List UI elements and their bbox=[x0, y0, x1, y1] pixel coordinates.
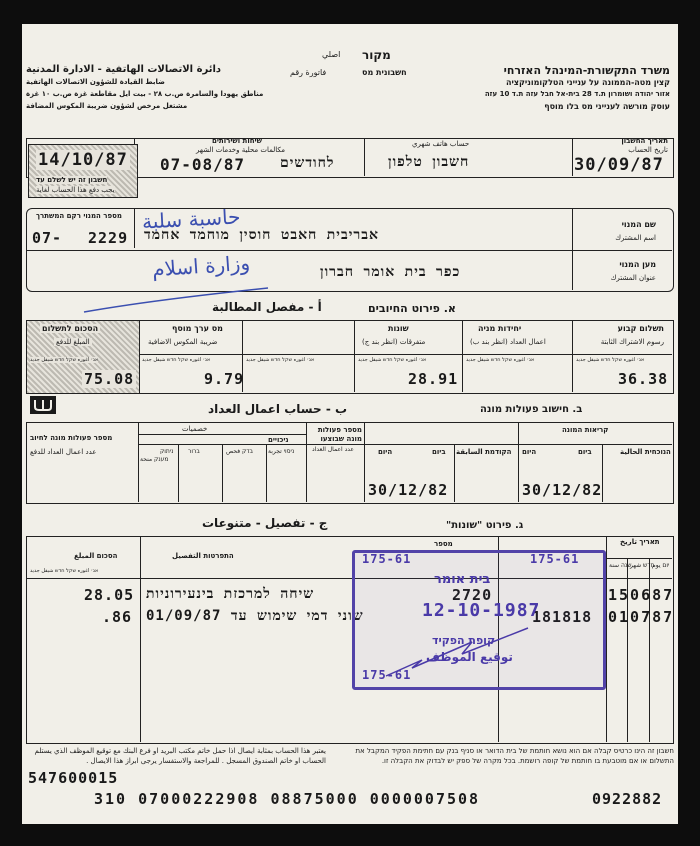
bill-paper bbox=[22, 24, 678, 824]
currency-label-2: אג׳ اغوره שקל חדש شيقل جديد bbox=[466, 357, 535, 363]
handwriting-name: حاسبة سلبة bbox=[141, 204, 242, 234]
type-label-ar: حساب هاتف شهري bbox=[412, 140, 470, 148]
ar-license: مشتغل مرخص لشؤون ضريبة المكوس المضافة bbox=[26, 102, 188, 110]
fixed-charge-he: תשלום קבוע bbox=[617, 324, 664, 333]
stamp-signature: توقيع الموظف bbox=[426, 650, 513, 664]
today-label-2: היום bbox=[378, 448, 393, 456]
number-header: מספר bbox=[434, 540, 453, 548]
date-label-ar: تاريخ الحساب bbox=[628, 146, 668, 154]
barcode-line: 310 07000222908 08875000 0000007508 bbox=[94, 790, 481, 808]
total-label-ar: المبلغ للدفع bbox=[56, 338, 90, 346]
ar-address: مناطق يهودا والسامرة ص.ب ٢٨ - بيت ايل مقاطعة غزة ص.ب ١٠ غزة bbox=[26, 90, 264, 98]
chargeable-ar: عدد اعمال العداد للدفع bbox=[30, 448, 97, 456]
date-previous: 30/12/82 bbox=[368, 481, 449, 499]
row-1-date: 150687 bbox=[608, 586, 675, 604]
staff-officer: קצין מטה-הממונה על ענייני הטלקומוניקציה bbox=[505, 78, 670, 87]
invoice-he: חשבונית מס bbox=[362, 68, 407, 77]
services-he: שיחות ושירותים bbox=[212, 137, 262, 145]
misc-value: 28.91 bbox=[408, 370, 459, 388]
months-value: 07-08/87 bbox=[160, 155, 246, 174]
detail-header: התפרטות التفصيل bbox=[172, 552, 234, 560]
invoice-ar: فاتورة رقم bbox=[290, 68, 327, 77]
name-label-ar: اسم المشترك bbox=[615, 234, 656, 242]
stamp-code-bottom: 175-61 bbox=[362, 668, 412, 682]
currency-label-3: אג׳ اغوره שקל חדש شيقل جديد bbox=[358, 357, 427, 363]
fixed-charge-ar: رسوم الاشتراك الثابتة bbox=[600, 338, 664, 346]
row-1-detail: שיחה למרכזת בינעירוניות bbox=[146, 586, 315, 602]
year-header: שנה سنة bbox=[609, 562, 632, 569]
bill-date: 30/09/87 bbox=[574, 155, 664, 175]
address-label-he: מען המנוי bbox=[619, 260, 656, 269]
section-c-title-he: ג. פירוט "שונות" bbox=[446, 520, 524, 531]
discounts-ar: خصميات bbox=[182, 425, 208, 433]
account-number: 547600015 bbox=[28, 769, 119, 787]
subscriber-address: כפר בית אומר חברון bbox=[320, 264, 461, 280]
amount-header: הסכום المبلغ bbox=[74, 552, 118, 560]
today-label: היום bbox=[522, 448, 537, 456]
due-date: 14/10/87 bbox=[38, 150, 128, 170]
date-label-he: תאריך החשבון bbox=[621, 137, 668, 145]
discounts-he: ניכויים bbox=[268, 436, 289, 444]
signature-scribble bbox=[382, 624, 532, 684]
meter-units-ar: اعمال العداد (انظر بند ب) bbox=[470, 338, 546, 346]
day-header: יום يوم bbox=[652, 562, 670, 569]
vat-license: עוסק מורשה לענייני מס בלו מוסף bbox=[544, 102, 670, 111]
section-a-title-he: א. פירוט החיובים bbox=[368, 302, 456, 315]
vat-he: מס ערך מוסף bbox=[172, 324, 223, 333]
vat-value: 9.79 bbox=[204, 370, 245, 388]
date-header: תאריך تاريخ bbox=[620, 538, 660, 546]
currency-label-1: אג׳ اغوره שקל חדש شيقل جديد bbox=[576, 357, 645, 363]
row-2-amount: .86 bbox=[102, 608, 133, 626]
misc-ar: متفرقات (انظر بند ج) bbox=[362, 338, 426, 346]
row-2-date: 010787 bbox=[608, 608, 675, 626]
date-current: 30/12/82 bbox=[522, 481, 603, 499]
handwriting-address: وزارة اسلام bbox=[151, 250, 251, 282]
stamp-date: 12-10-1987 bbox=[422, 600, 541, 621]
header-address: אזור יהודה ושומרון ת.ד 28 בית-אל חבל עזה ת.ד 10 עזה bbox=[484, 90, 670, 98]
original-ar: اصلي bbox=[322, 50, 341, 59]
ministry-logo-icon bbox=[30, 396, 56, 414]
section-b-title-he: ב. חישוב פעולות מונה bbox=[480, 404, 583, 415]
row-1-ref: 2720 bbox=[452, 586, 493, 604]
total-label-he: הסכום לתשלום bbox=[42, 324, 99, 333]
total-value: 75.08 bbox=[84, 370, 135, 388]
ar-officer: ضابط القيادة للشؤون الاتصالات الهاتفية bbox=[26, 78, 165, 86]
prev-label: הקודמת السابقة bbox=[456, 448, 512, 456]
ministry-title: משרד התקשורת-המינהל האזרחי bbox=[503, 64, 670, 77]
months-label: לחודשים bbox=[280, 155, 335, 171]
footer-note-he: חשבון זה הינו כרטיס קבלה אם הוא נושא חותמת של בית הדואר או סניף בנק עם חתימת הפקיד המקבל את התשלום או אם מוטבעת בו חותמת של קופה רושמת. בכל מקרה של ספק יש לבדוק את הקבלה זו. bbox=[355, 747, 674, 765]
section-b-title-ar: ب - حساب اعمال العداد bbox=[208, 402, 348, 416]
stamp-code-right: 175-61 bbox=[530, 552, 580, 566]
units-label-ar: عدد اعمال العداد bbox=[312, 446, 354, 453]
currency-label-4: אג׳ اغوره שקל חדש شيقل جديد bbox=[246, 357, 315, 363]
subscriber-number: 2229 bbox=[88, 229, 129, 247]
discount-col-4: ניתוק bbox=[160, 448, 174, 455]
row-2-ref: 181818 bbox=[532, 608, 593, 626]
address-label-ar: عنوان المشترك bbox=[610, 274, 656, 282]
ar-department: دائرة الاتصالات الهاتفية - الادارة المدنية bbox=[26, 64, 222, 75]
row-2-detail: שוני דמי שימוש עד 01/09/87 bbox=[146, 608, 364, 624]
row-1-amount: 28.05 bbox=[84, 586, 135, 604]
bill-type: חשבון טלפון bbox=[388, 154, 470, 170]
due-note-he: חשבון זה יש לשלם עד bbox=[36, 176, 108, 184]
current-label: הנוכחית الحالية bbox=[620, 448, 671, 456]
discount-col-1: ניסוי تجربة bbox=[268, 448, 295, 455]
stamp-code-top: 175-61 bbox=[362, 552, 412, 566]
stamp-cashier: קופת הפקיד bbox=[432, 634, 496, 647]
date-col-1: ביום bbox=[578, 448, 592, 456]
currency-label-6: אג׳ اغوره שקל חדש شيقل جديد bbox=[30, 357, 99, 363]
discount-col-2: בדק فحص bbox=[226, 448, 253, 455]
original-he: מקור bbox=[362, 48, 391, 62]
amount-currency: אג׳ اغوره שקל חדש شيقل جديد bbox=[30, 568, 99, 574]
fixed-charge-value: 36.38 bbox=[618, 370, 669, 388]
footer-note-ar: يعتبر هذا الحساب بمثابة ايصال اذا حمل خاتم مكتب البريد او فرع البنك مع توقيع الموظف الذي يستلم الحساب او خاتم الصندوق المسجل . للمراجعة والاستفسار يرجى ابراز هذا الايصال . bbox=[34, 747, 326, 765]
discount-col-3: ברור bbox=[188, 448, 200, 455]
meter-units-he: יחידות מניה bbox=[478, 324, 522, 333]
section-c-title-ar: ج - تفصيل - متنوعات bbox=[202, 516, 328, 530]
currency-label-5: אג׳ اغوره שקל חדש شيقل جديد bbox=[142, 357, 211, 363]
units-label: מספר פעולות מונה שבוצעו bbox=[317, 426, 362, 443]
month-header: חדש شهر bbox=[630, 562, 655, 569]
barcode-right: 0922882 bbox=[592, 790, 663, 808]
discount-col-5: מענק منحة bbox=[140, 456, 169, 463]
subscriber-name: אבריבית חאבט חוסין מוחמד אחמד bbox=[144, 227, 380, 243]
number-label: מספר המנוי רקם המשתרך bbox=[36, 212, 122, 220]
date-col-2: ביום bbox=[432, 448, 446, 456]
vat-ar: ضريبة المكوس الاضافية bbox=[148, 338, 218, 346]
misc-he: שונות bbox=[388, 324, 409, 333]
chargeable-he: מספר פעולות מונה לחיוב bbox=[30, 434, 113, 442]
services-ar: مكالمات محلية وخدمات الشهر bbox=[196, 146, 286, 154]
due-note-ar: يجب دفع هذا الحساب لغاية bbox=[36, 186, 115, 194]
stamp-office: בית אומר bbox=[434, 572, 491, 587]
meter-readings-label: קריאות המונה bbox=[562, 426, 609, 434]
name-label-he: שם המנוי bbox=[621, 220, 656, 229]
section-a-title-ar: أ - مفصل المطالبة bbox=[212, 300, 322, 314]
number-prefix: 07- bbox=[32, 229, 63, 247]
